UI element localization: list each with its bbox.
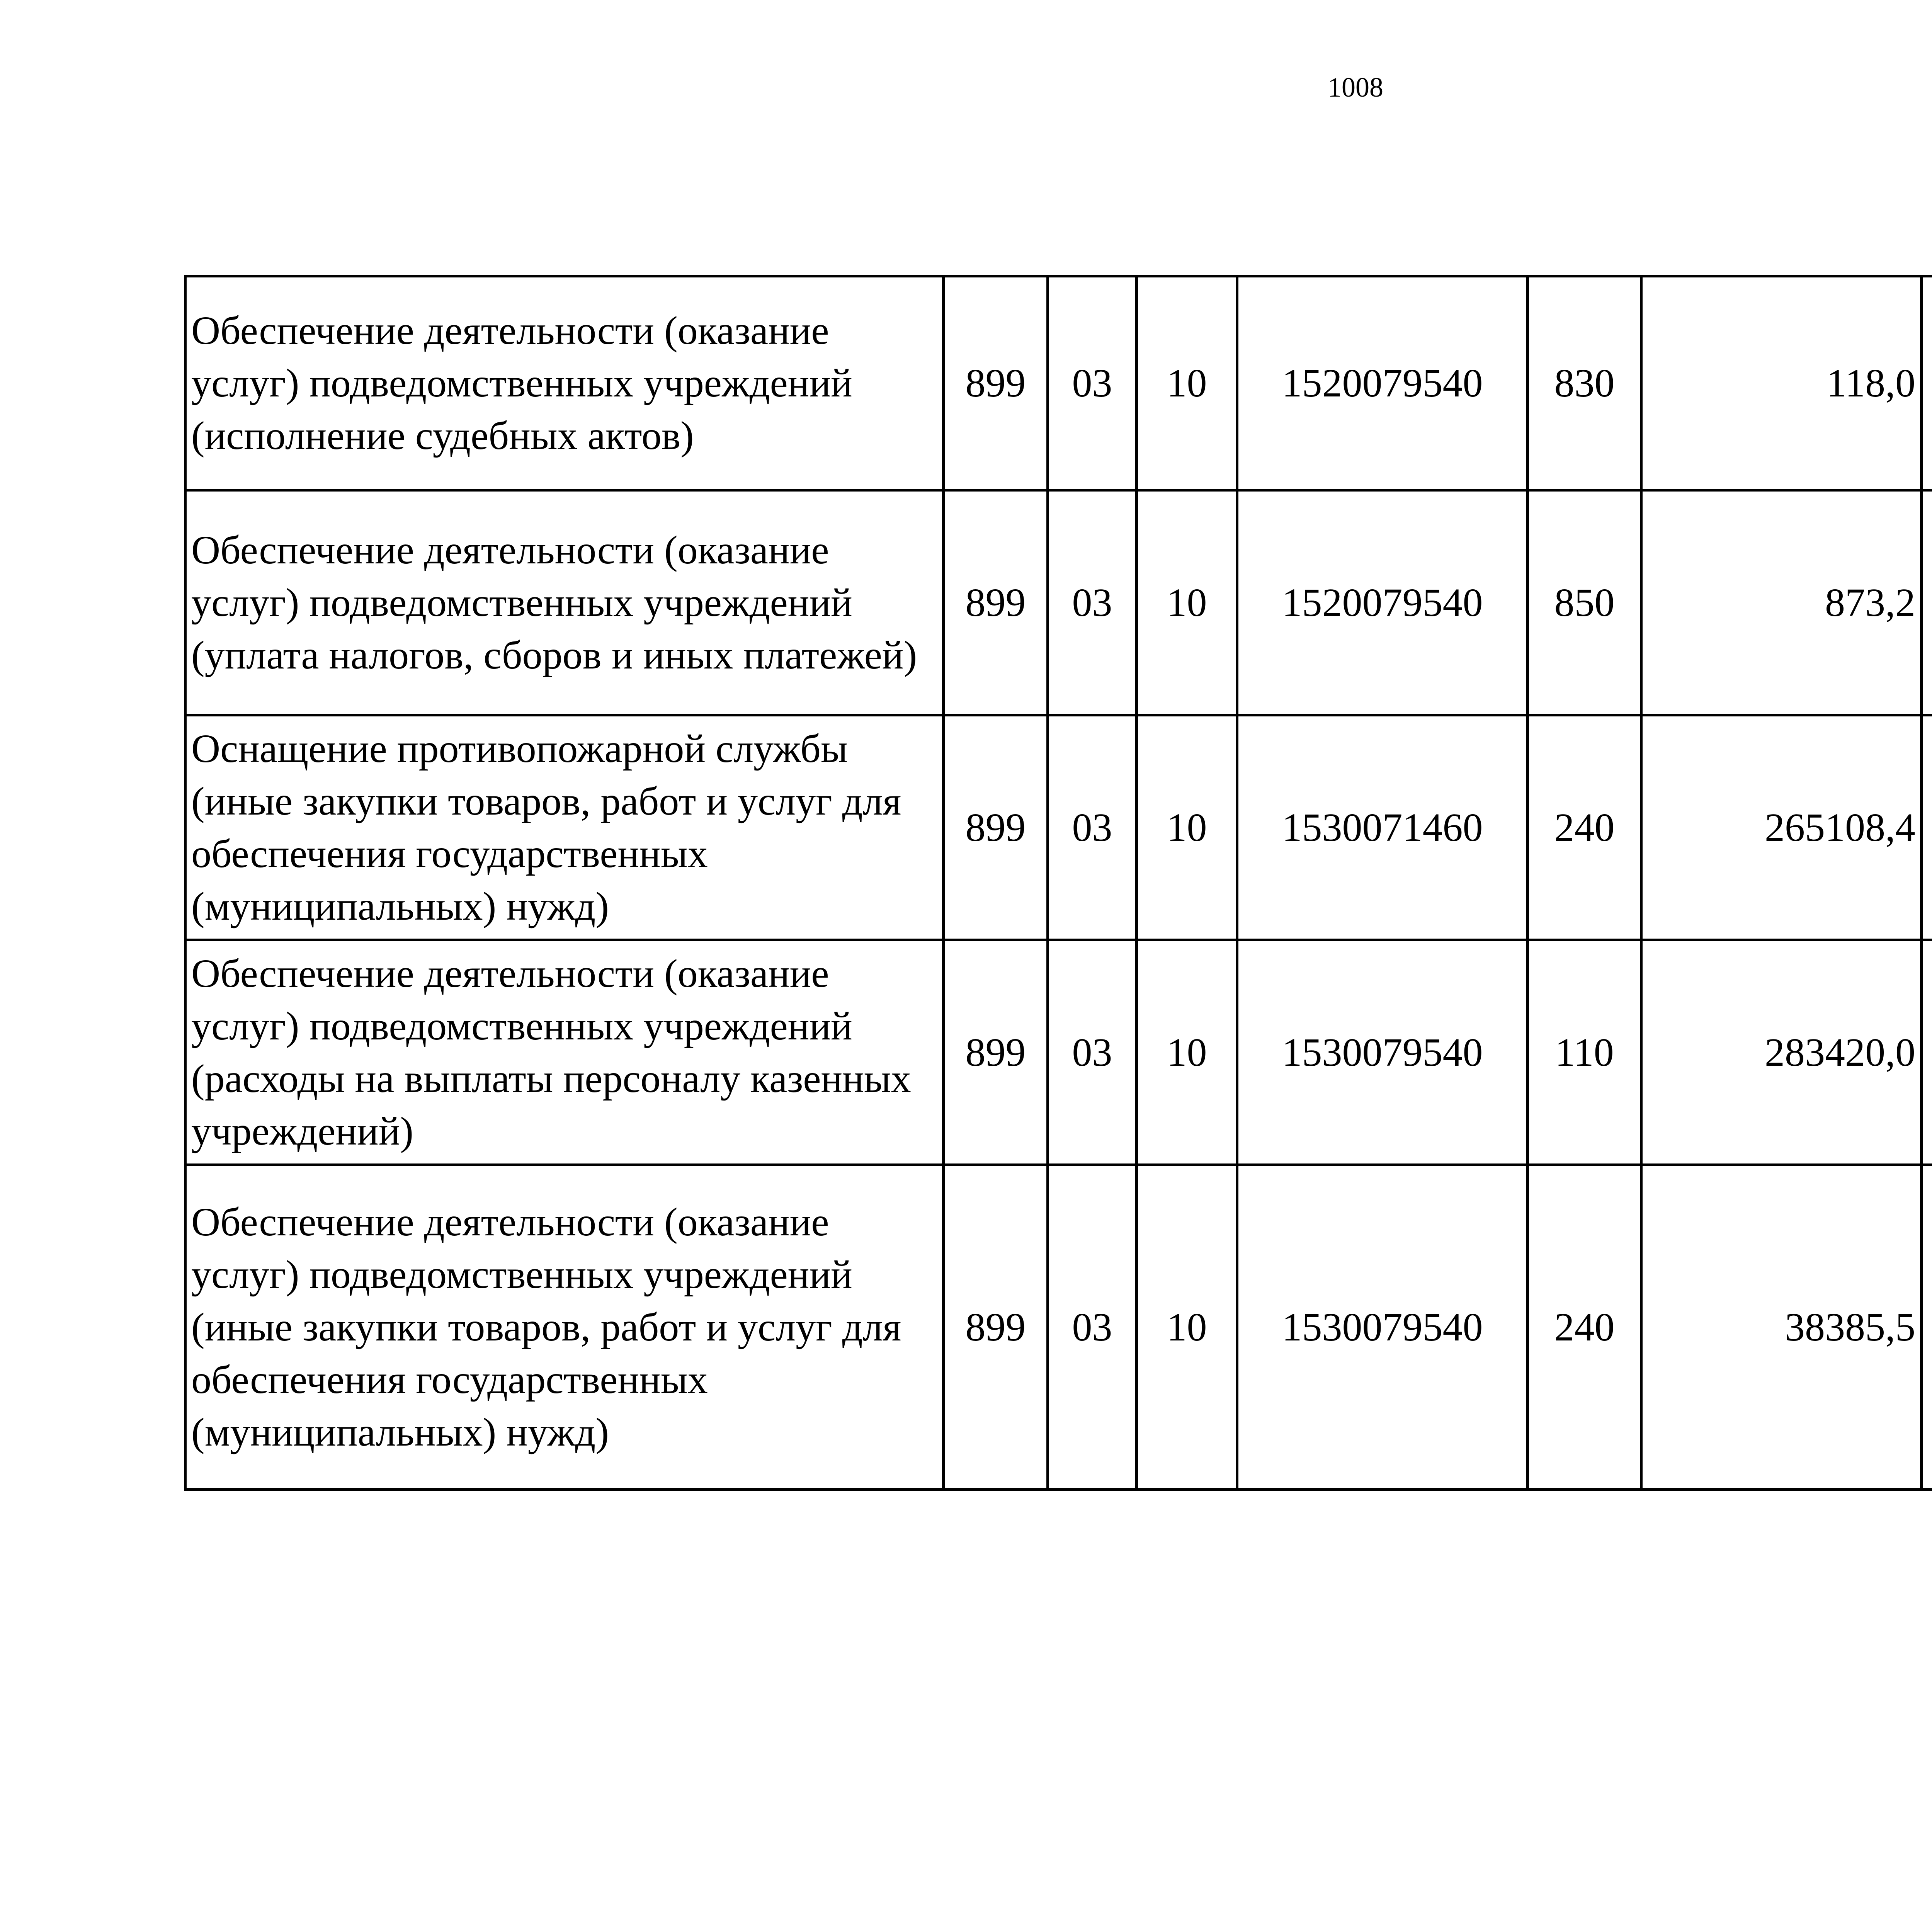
ministry-code-cell: 899 — [944, 490, 1048, 715]
subsection-code-cell: 10 — [1137, 1165, 1237, 1490]
table-row — [185, 490, 1932, 715]
amount-2-cell — [1922, 715, 1932, 940]
amount-1-cell: 283420,0 — [1641, 940, 1922, 1165]
expense-name-cell: Обеспечение деятельности (оказание услуг) подведомственных учреждений (исполнение судебных актов) — [185, 276, 944, 490]
amount-1-cell: 265108,4 — [1641, 715, 1922, 940]
target-article-cell: 1520079540 — [1237, 276, 1528, 490]
expense-type-cell: 240 — [1528, 715, 1641, 940]
expense-name-cell: Обеспечение деятельности (оказание услуг) подведомственных учреждений (расходы на выплаты персоналу казенных учреждений) — [185, 940, 944, 1165]
amount-1-cell: 873,2 — [1641, 490, 1922, 715]
amount-1-cell: 38385,5 — [1641, 1165, 1922, 1490]
subsection-code-cell: 10 — [1137, 276, 1237, 490]
section-code-cell: 03 — [1048, 715, 1137, 940]
expense-type-cell: 850 — [1528, 490, 1641, 715]
subsection-code-cell: 10 — [1137, 940, 1237, 1165]
section-code-cell: 03 — [1048, 276, 1137, 490]
budget-table — [184, 275, 1932, 1491]
amount-2-cell — [1922, 276, 1932, 490]
section-code-cell: 03 — [1048, 1165, 1137, 1490]
amount-2-cell — [1922, 490, 1932, 715]
expense-type-cell: 110 — [1528, 940, 1641, 1165]
target-article-cell: 1530079540 — [1237, 1165, 1528, 1490]
amount-2-cell — [1922, 940, 1932, 1165]
expense-name-cell: Обеспечение деятельности (оказание услуг) подведомственных учреждений (иные закупки товаров, работ и услуг для обеспечения государственных (муниципальных) нужд) — [185, 1165, 944, 1490]
table-row — [185, 276, 1932, 490]
target-article-cell: 1530079540 — [1237, 940, 1528, 1165]
table-row — [185, 715, 1932, 940]
expense-type-cell: 240 — [1528, 1165, 1641, 1490]
ministry-code-cell: 899 — [944, 940, 1048, 1165]
amount-1-cell: 118,0 — [1641, 276, 1922, 490]
amount-2-cell — [1922, 1165, 1932, 1490]
section-code-cell: 03 — [1048, 940, 1137, 1165]
expense-type-cell: 830 — [1528, 276, 1641, 490]
table-row — [185, 940, 1932, 1165]
expense-name-cell: Оснащение противопожарной службы (иные закупки товаров, работ и услуг для обеспечения государственных (муниципальных) нужд) — [185, 715, 944, 940]
subsection-code-cell: 10 — [1137, 490, 1237, 715]
target-article-cell: 1520079540 — [1237, 490, 1528, 715]
section-code-cell: 03 — [1048, 490, 1137, 715]
ministry-code-cell: 899 — [944, 715, 1048, 940]
ministry-code-cell: 899 — [944, 276, 1048, 490]
table-row — [185, 1165, 1932, 1490]
expense-name-cell: Обеспечение деятельности (оказание услуг) подведомственных учреждений (уплата налогов, сборов и иных платежей) — [185, 490, 944, 715]
target-article-cell: 1530071460 — [1237, 715, 1528, 940]
ministry-code-cell: 899 — [944, 1165, 1048, 1490]
page-number: 1008 — [1328, 72, 1383, 103]
subsection-code-cell: 10 — [1137, 715, 1237, 940]
